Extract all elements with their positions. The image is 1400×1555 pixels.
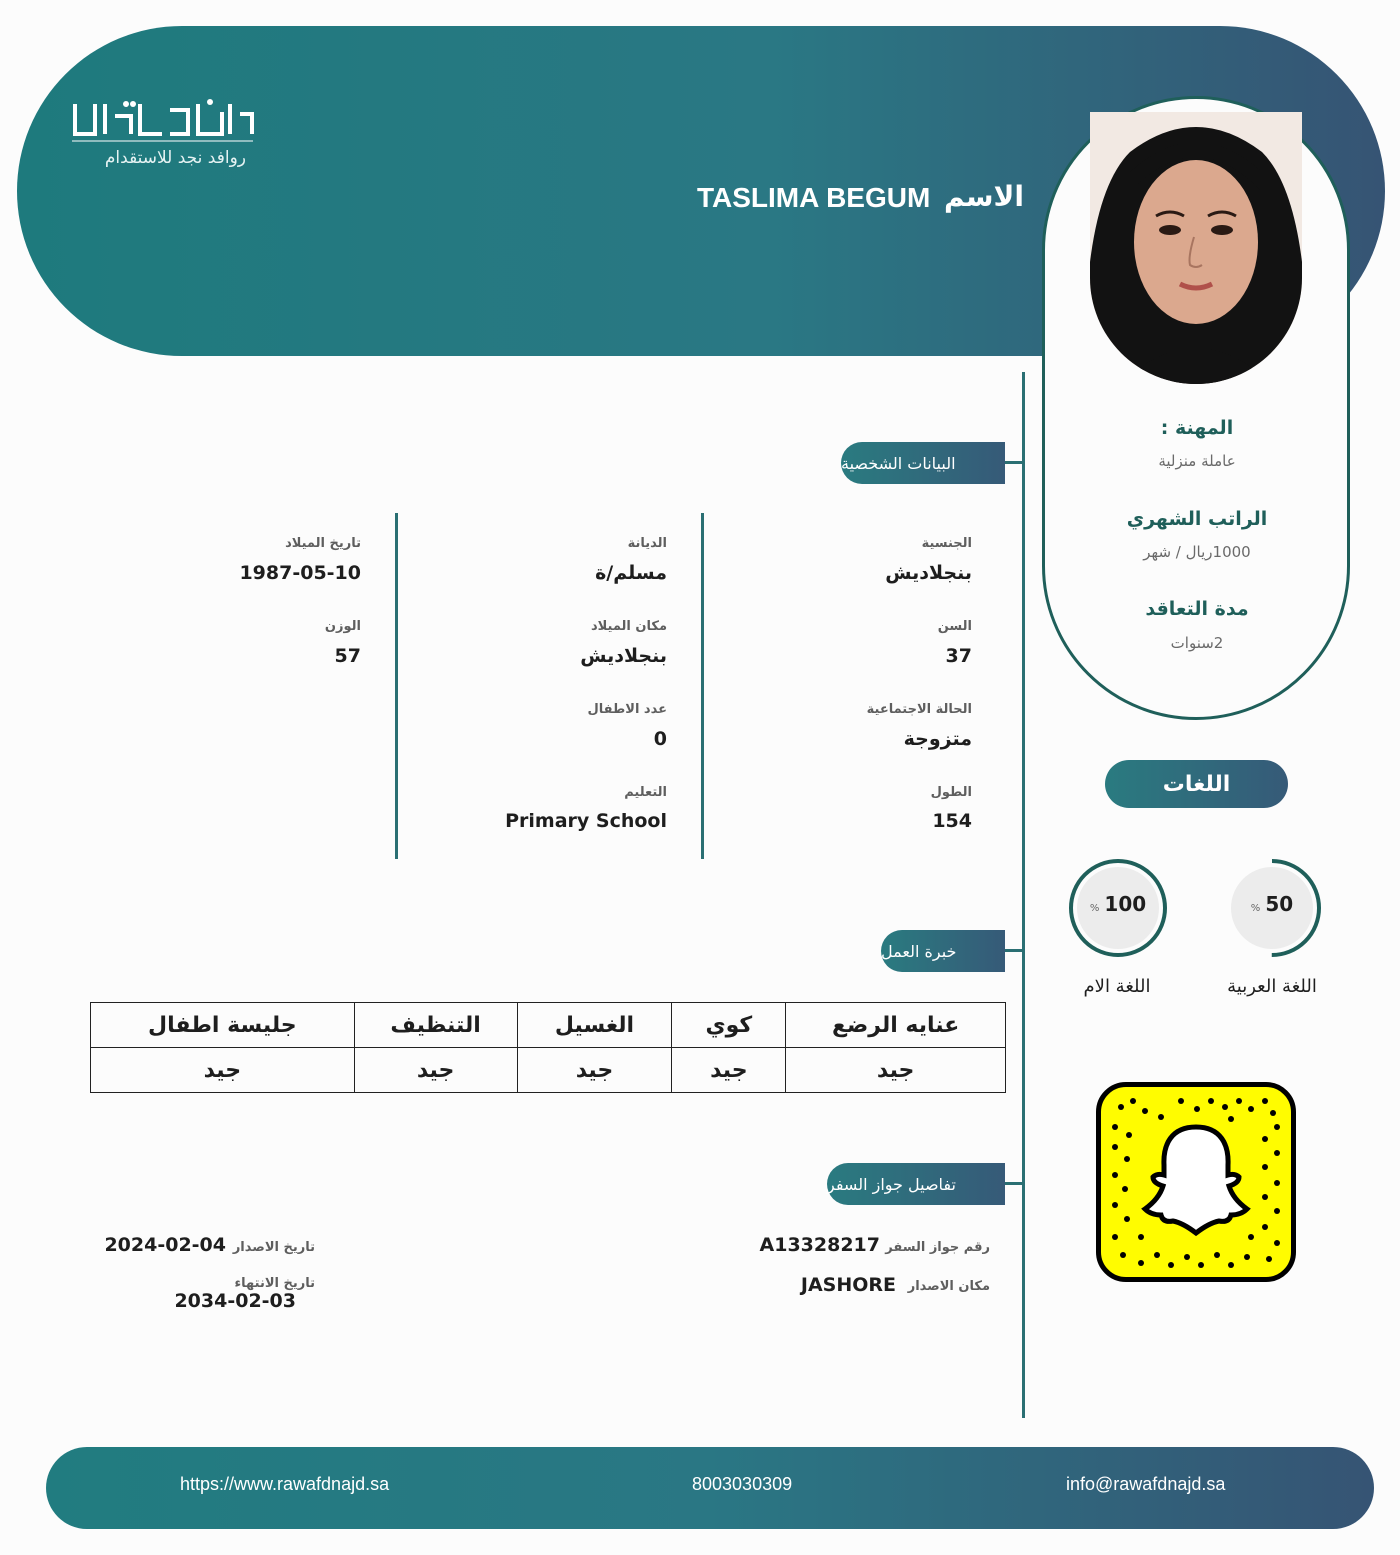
age-value: 37 [945,645,972,667]
percent-unit: % [1089,903,1100,914]
birthdate-value: 1987-05-10 [239,562,361,584]
languages-title: اللغات [1105,760,1288,808]
issue-date-label: تاريخ الاصدار [232,1240,315,1255]
salary-value: 1000ريال / شهر [1143,543,1251,561]
email-link[interactable]: info@rawafdnajd.sa [1066,1474,1226,1494]
passport-number-label: رقم جواز السفر [885,1240,990,1255]
education-value: Primary School [505,810,667,832]
percent-value: 100 [1104,892,1147,916]
issue-date-value: 2024-02-04 [104,1234,226,1256]
worker-photo [1090,112,1302,384]
section-experience-connector [1005,949,1023,952]
issue-place-value: JASHORE [800,1274,896,1296]
skill-header: عنايه الرضع [786,1003,1006,1048]
skill-header: جليسة اطفال [91,1003,355,1048]
name-label: الاسم [944,180,1024,213]
birthplace-value: بنجلاديش [580,645,667,667]
snapchat-code[interactable] [1096,1082,1296,1282]
marital-status-label: الحالة الاجتماعية [866,702,972,717]
religion-value: مسلم/ة [595,562,667,584]
arabic-language-percent [1220,892,1324,916]
profession-value: عاملة منزلية [1158,452,1236,470]
skill-rating: جيد [91,1048,355,1093]
section-passport-connector [1005,1182,1023,1185]
skill-rating: جيد [672,1048,786,1093]
logo-subtitle: روافد نجد للاستقدام [104,148,246,168]
age-label: السن [937,619,972,634]
skill-rating: جيد [354,1048,517,1093]
website-link[interactable]: https://www.rawafdnajd.sa [180,1474,390,1494]
phone-number[interactable]: 8003030309 [692,1474,793,1494]
skill-rating: جيد [517,1048,672,1093]
expiry-date-value: 2034-02-03 [174,1290,296,1312]
height-value: 154 [932,810,972,832]
contract-value: 2سنوات [1170,634,1224,652]
issue-place-label: مكان الاصدار [907,1279,990,1294]
education-label: التعليم [624,785,667,800]
birthdate-label: تاريخ الميلاد [285,536,361,551]
native-language-label: اللغة الام [1083,976,1151,997]
native-language-percent [1066,892,1170,916]
height-label: الطول [930,785,972,800]
percent-unit: % [1250,903,1261,914]
skill-rating: جيد [786,1048,1006,1093]
children-label: عدد الاطفال [587,702,667,717]
skills-value-row [91,1048,1006,1093]
expiry-date-label: تاريخ الانتهاء [234,1276,315,1291]
section-passport-title: تفاصيل جواز السفر [827,1163,1005,1205]
religion-label: الديانة [627,536,667,551]
section-experience-title: خبرة العمل [881,930,1005,972]
birthplace-label: مكان الميلاد [590,619,667,634]
skills-header-row [91,1003,1006,1048]
section-personal-title: البيانات الشخصية [841,442,1005,484]
column-divider-1 [701,513,704,859]
skill-header: كوي [672,1003,786,1048]
skill-header: التنظيف [354,1003,517,1048]
arabic-language-label: اللغة العربية [1227,976,1317,997]
passport-number-value: A13328217 [759,1234,880,1256]
nationality-value: بنجلاديش [885,562,972,584]
section-personal-connector [1005,461,1023,464]
worker-name: TASLIMA BEGUM [697,182,931,213]
nationality-label: الجنسية [921,536,972,551]
skills-table [90,1002,1006,1093]
salary-label: الراتب الشهري [1126,508,1268,530]
contract-label: مدة التعاقد [1145,598,1249,620]
timeline-line [1022,372,1025,1418]
column-divider-2 [395,513,398,859]
children-value: 0 [653,728,667,750]
profession-label: المهنة : [1160,417,1234,439]
percent-value: 50 [1265,892,1294,916]
skill-header: الغسيل [517,1003,672,1048]
weight-value: 57 [334,645,361,667]
weight-label: الوزن [324,619,361,634]
marital-status-value: متزوجة [903,728,972,750]
